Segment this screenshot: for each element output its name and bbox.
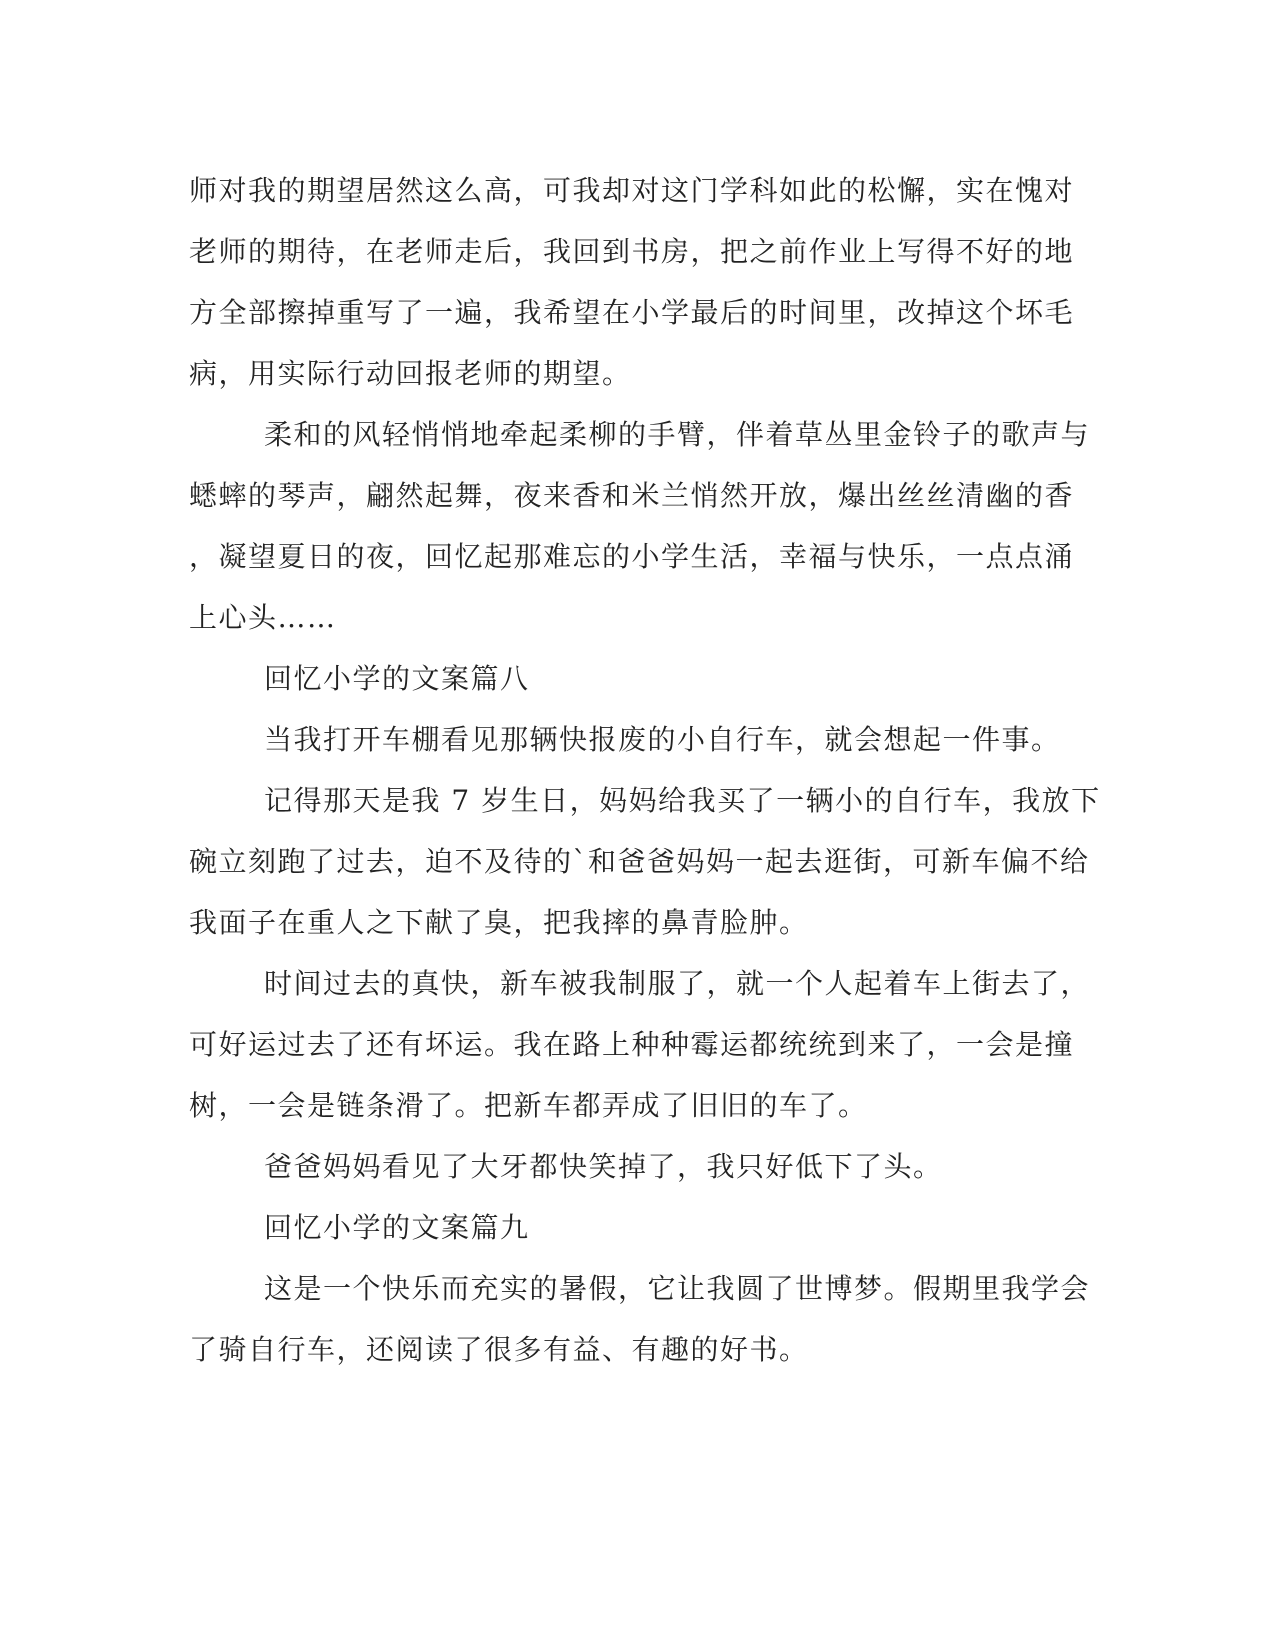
text-line: 师对我的期望居然这么高，可我却对这门学科如此的松懈，实在愧对 bbox=[189, 174, 1075, 207]
text-line: 时间过去的真快，新车被我制服了，就一个人起着车上街去了， bbox=[264, 967, 1091, 1000]
text-line: 碗立刻跑了过去，迫不及待的`和爸爸妈妈一起去逛街，可新车偏不给 bbox=[189, 845, 1090, 878]
text-line: 蟋蟀的琴声，翩然起舞，夜来香和米兰悄然开放，爆出丝丝清幽的香 bbox=[189, 479, 1075, 512]
text-line: 病，用实际行动回报老师的期望。 bbox=[189, 357, 632, 390]
text-line: 这是一个快乐而充实的暑假，它让我圆了世博梦。假期里我学会 bbox=[264, 1272, 1091, 1305]
text-line: 爸爸妈妈看见了大牙都快笑掉了，我只好低下了头。 bbox=[264, 1150, 943, 1183]
text-line: 记得那天是我 7 岁生日，妈妈给我买了一辆小的自行车，我放下 bbox=[264, 784, 1101, 817]
text-line: 上心头…… bbox=[189, 601, 337, 634]
section-heading: 回忆小学的文案篇八 bbox=[264, 662, 530, 695]
text-line: 可好运过去了还有坏运。我在路上种种霉运都统统到来了，一会是撞 bbox=[189, 1028, 1075, 1061]
text-line: 方全部擦掉重写了一遍，我希望在小学最后的时间里，改掉这个坏毛 bbox=[189, 296, 1075, 329]
text-line: 柔和的风轻悄悄地牵起柔柳的手臂，伴着草丛里金铃子的歌声与 bbox=[264, 418, 1091, 451]
text-line: 当我打开车棚看见那辆快报废的小自行车，就会想起一件事。 bbox=[264, 723, 1061, 756]
section-heading: 回忆小学的文案篇九 bbox=[264, 1211, 530, 1244]
text-line: 了骑自行车，还阅读了很多有益、有趣的好书。 bbox=[189, 1333, 809, 1366]
text-line: 树，一会是链条滑了。把新车都弄成了旧旧的车了。 bbox=[189, 1089, 868, 1122]
text-line: 老师的期待，在老师走后，我回到书房，把之前作业上写得不好的地 bbox=[189, 235, 1075, 268]
text-line: 我面子在重人之下献了臭，把我摔的鼻青脸肿。 bbox=[189, 906, 809, 939]
document-body bbox=[189, 160, 1101, 1380]
text-line: ，凝望夏日的夜，回忆起那难忘的小学生活，幸福与快乐，一点点涌 bbox=[189, 540, 1075, 573]
